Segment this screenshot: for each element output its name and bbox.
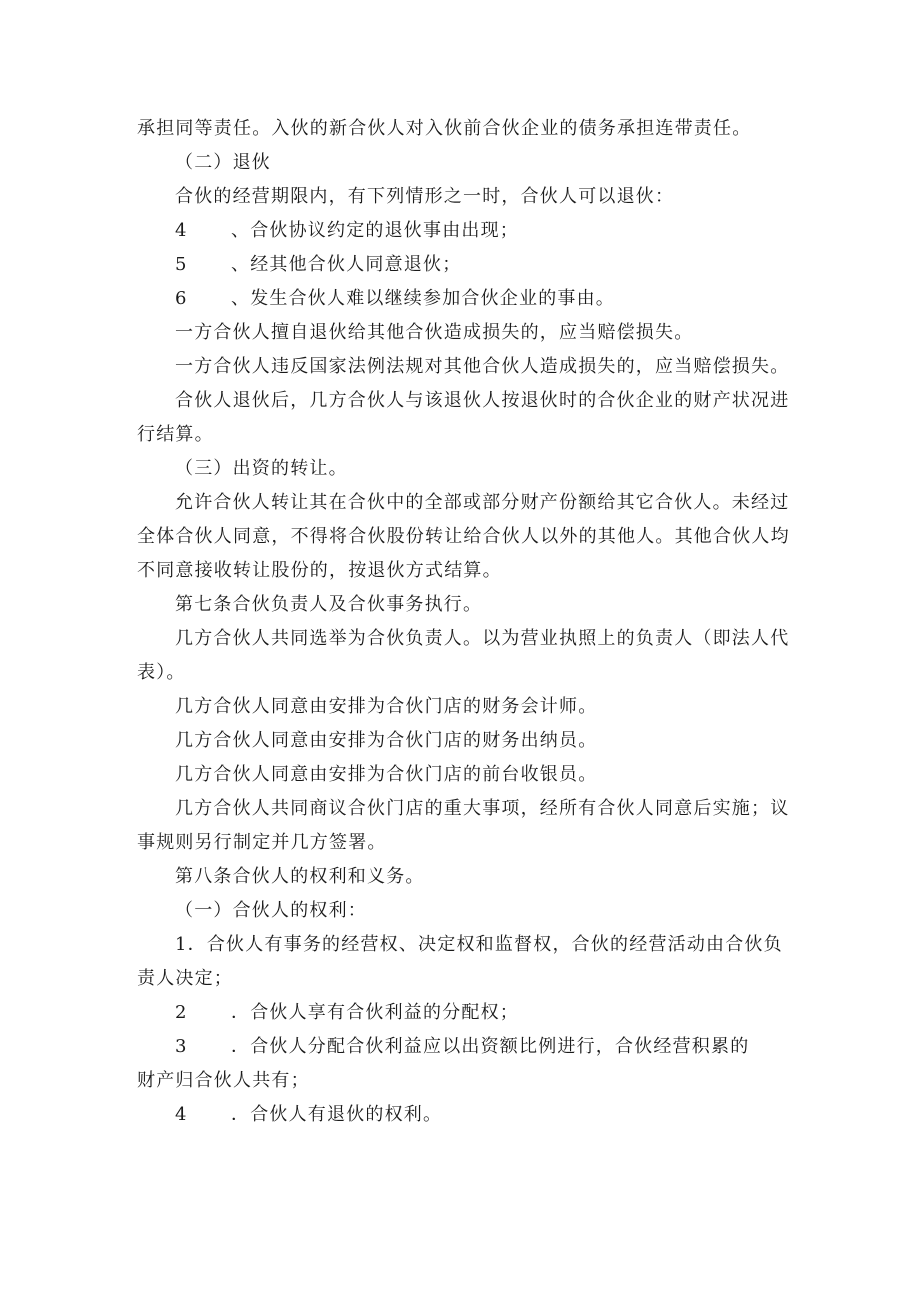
paragraph: 几方合伙人共同选举为合伙负责人。以为营业执照上的负责人（即法人代表）。 [137, 628, 790, 683]
item-number: 4 [175, 220, 188, 241]
paragraph: （一）合伙人的权利： [175, 900, 367, 921]
paragraph: 财产归合伙人共有； [137, 1070, 310, 1091]
item-number: 2 [175, 1002, 188, 1023]
item-number: 5 [175, 254, 188, 275]
paragraph: 1．合伙人有事务的经营权、决定权和监督权，合伙的经营活动由合伙负责人决定； [137, 934, 783, 989]
paragraph: 一方合伙人擅自退伙给其他合伙造成损失的，应当赔偿损失。 [175, 322, 694, 343]
paragraph: 几方合伙人共同商议合伙门店的重大事项，经所有合伙人同意后实施；议事规则另行制定并几方签署。 [137, 798, 790, 853]
paragraph: 几方合伙人同意由安排为合伙门店的财务会计师。 [175, 696, 598, 717]
item-number: 3 [175, 1036, 188, 1057]
item-number: 6 [175, 288, 188, 309]
item-number: 4 [175, 1104, 188, 1125]
numbered-item [137, 248, 797, 282]
paragraph: 第七条合伙负责人及合伙事务执行。 [175, 594, 483, 615]
paragraph: （二）退伙 [175, 152, 271, 173]
numbered-item [137, 282, 797, 316]
numbered-item [137, 1030, 797, 1064]
numbered-item [137, 214, 797, 248]
paragraph: 第八条合伙人的权利和义务。 [175, 866, 425, 887]
item-text: 、合伙协议约定的退伙事由出现； [231, 220, 519, 241]
numbered-item [137, 1098, 797, 1132]
numbered-item [137, 996, 797, 1030]
paragraph: 几方合伙人同意由安排为合伙门店的前台收银员。 [175, 764, 598, 785]
document-body [137, 112, 797, 1132]
item-text: ．合伙人享有合伙利益的分配权； [231, 1002, 519, 1023]
paragraph: 允许合伙人转让其在合伙中的全部或部分财产份额给其它合伙人。未经过全体合伙人同意，不得将合伙股份转让给合伙人以外的其他人。其他合伙人均不同意接收转让股份的，按退伙方式结算。 [137, 492, 790, 581]
paragraph: 承担同等责任。入伙的新合伙人对入伙前合伙企业的债务承担连带责任。 [137, 118, 752, 139]
paragraph: 一方合伙人违反国家法例法规对其他合伙人造成损失的，应当赔偿损失。 [175, 356, 790, 377]
item-text: 、经其他合伙人同意退伙； [231, 254, 462, 275]
item-text: ．合伙人有退伙的权利。 [231, 1104, 443, 1125]
paragraph: 几方合伙人同意由安排为合伙门店的财务出纳员。 [175, 730, 598, 751]
paragraph: 合伙的经营期限内，有下列情形之一时，合伙人可以退伙： [175, 186, 675, 207]
paragraph: （三）出资的转让。 [175, 458, 348, 479]
item-text: ．合伙人分配合伙利益应以出资额比例进行，合伙经营积累的 [231, 1036, 750, 1057]
paragraph: 合伙人退伙后，几方合伙人与该退伙人按退伙时的合伙企业的财产状况进行结算。 [137, 390, 790, 445]
item-text: 、发生合伙人难以继续参加合伙企业的事由。 [231, 288, 615, 309]
